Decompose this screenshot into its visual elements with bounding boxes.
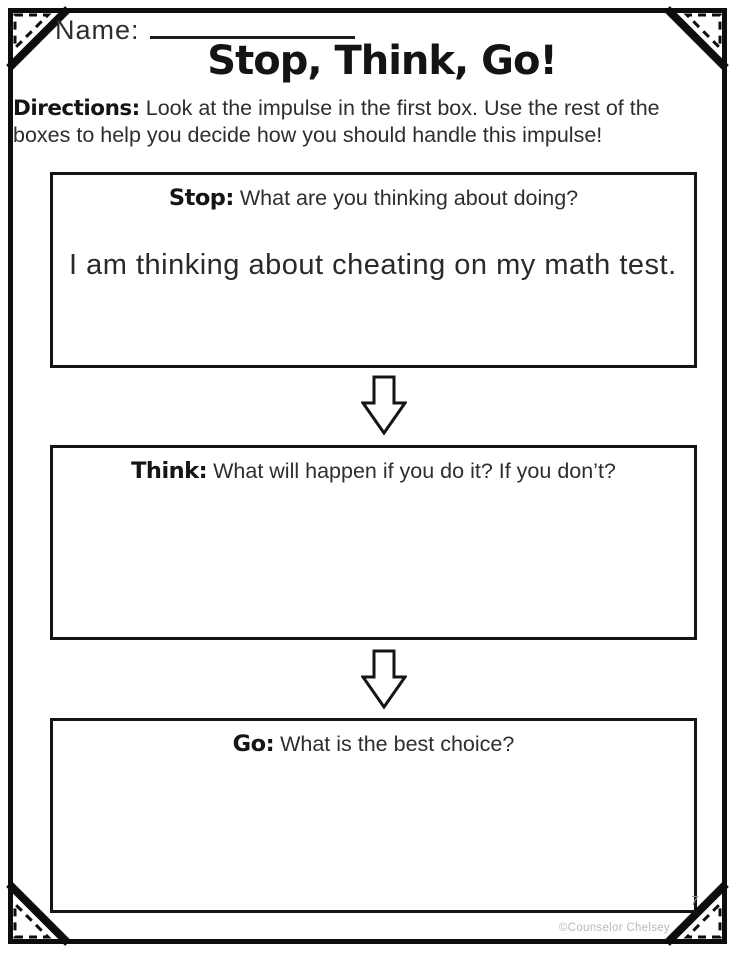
go-answer-area[interactable]	[69, 795, 684, 902]
directions	[13, 95, 709, 149]
go-label: Go:	[232, 731, 275, 757]
name-input-line[interactable]	[150, 12, 355, 39]
stop-prompt: What are you thinking about doing?	[239, 186, 579, 210]
stop-answer-area[interactable]: I am thinking about cheating on my math test.	[69, 249, 677, 281]
down-arrow-icon	[361, 649, 407, 710]
think-box	[50, 445, 697, 640]
think-box-header	[53, 448, 694, 484]
page-number-mark: 7	[689, 893, 700, 908]
think-answer-area[interactable]	[69, 522, 684, 629]
go-prompt: What is the best choice?	[280, 732, 515, 756]
page-title: Stop, Think, Go!	[207, 38, 557, 84]
go-box	[50, 718, 700, 913]
copyright-credit: ©Counselor Chelsey	[558, 922, 670, 934]
directions-text: Look at the impulse in the first box. Use the rest of the boxes to help you decide how you should handle this impulse!	[13, 96, 660, 147]
name-label: Name:	[55, 15, 140, 45]
think-label: Think:	[131, 458, 208, 484]
think-prompt: What will happen if you do it? If you don’t?	[213, 459, 616, 483]
go-box-header	[53, 721, 694, 757]
stop-box-header	[53, 175, 694, 211]
stop-box	[50, 172, 697, 368]
directions-label: Directions:	[13, 96, 140, 121]
down-arrow-icon	[361, 375, 407, 436]
stop-label: Stop:	[168, 185, 234, 211]
